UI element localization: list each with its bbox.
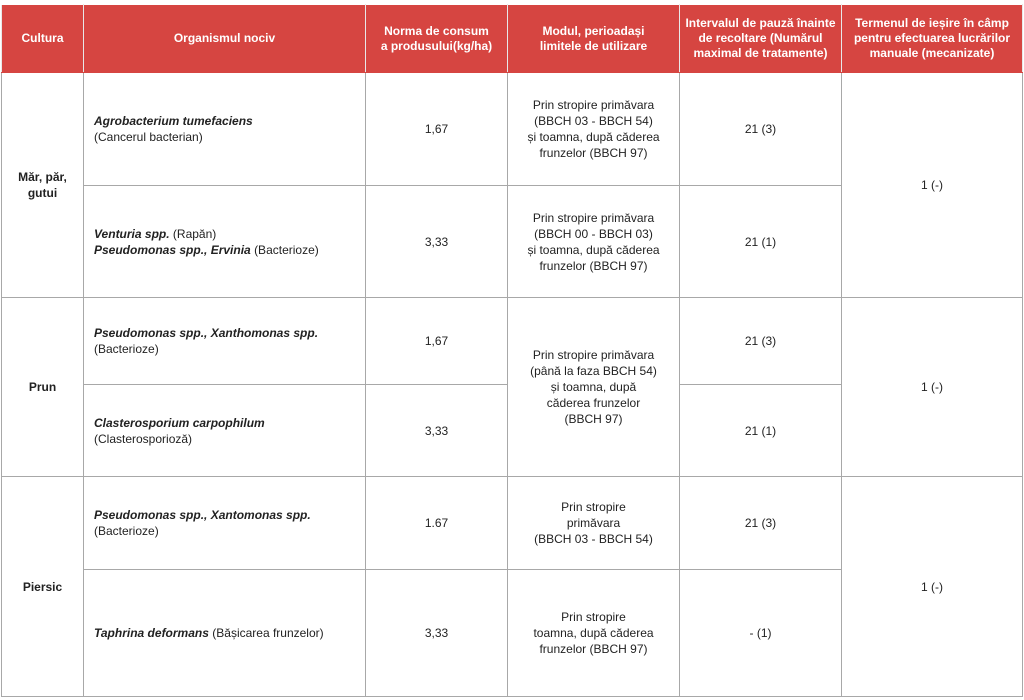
- norma-cell: 1.67: [366, 477, 508, 570]
- col-header-norma: Norma de consum a produsului(kg/ha): [366, 5, 508, 73]
- organism-cell: Pseudomonas spp., Xantomonas spp. (Bacterioze): [84, 477, 366, 570]
- organism-cell: Pseudomonas spp., Xanthomonas spp. (Bacterioze): [84, 298, 366, 385]
- norma-cell: 3,33: [366, 186, 508, 298]
- interval-cell: 21 (3): [680, 298, 842, 385]
- header-row: [2, 5, 1023, 73]
- norma-cell: 1,67: [366, 298, 508, 385]
- mode-cell: Prin stropire primăvara (BBCH 00 - BBCH 03) și toamna, după căderea frunzelor (BBCH 97): [508, 186, 680, 298]
- mode-cell: Prin stropire primăvara (BBCH 03 - BBCH 54) și toamna, după căderea frunzelor (BBCH 97): [508, 73, 680, 186]
- culture-cell: Măr, păr, gutui: [2, 73, 84, 298]
- col-header-cultura: Cultura: [2, 5, 84, 73]
- interval-cell: 21 (3): [680, 73, 842, 186]
- col-header-organism: Organismul nociv: [84, 5, 366, 73]
- col-header-interval: Intervalul de pauză înainte de recoltare (Numărul maximal de tratamente): [680, 5, 842, 73]
- pesticide-usage-table: [1, 4, 1023, 697]
- col-header-modul: Modul, perioadași limitele de utilizare: [508, 5, 680, 73]
- organism-cell: Taphrina deformans (Bășicarea frunzelor): [84, 570, 366, 697]
- organism-cell: Agrobacterium tumefaciens (Cancerul bacterian): [84, 73, 366, 186]
- table-row: [2, 298, 1023, 385]
- norma-cell: 1,67: [366, 73, 508, 186]
- interval-cell: 21 (1): [680, 186, 842, 298]
- norma-cell: 3,33: [366, 385, 508, 477]
- organism-cell: Venturia spp. (Rapăn) Pseudomonas spp., Ervinia (Bacterioze): [84, 186, 366, 298]
- col-header-termen: Termenul de ieșire în câmp pentru efectuarea lucrărilor manuale (mecanizate): [842, 5, 1023, 73]
- culture-cell: Prun: [2, 298, 84, 477]
- table-row: [2, 73, 1023, 186]
- organism-cell: Clasterosporium carpophilum (Clasterosporioză): [84, 385, 366, 477]
- interval-cell: - (1): [680, 570, 842, 697]
- mode-cell: Prin stropire toamna, după căderea frunzelor (BBCH 97): [508, 570, 680, 697]
- norma-cell: 3,33: [366, 570, 508, 697]
- termen-cell: 1 (-): [842, 477, 1023, 697]
- mode-cell: Prin stropire primăvara (BBCH 03 - BBCH 54): [508, 477, 680, 570]
- interval-cell: 21 (1): [680, 385, 842, 477]
- culture-cell: Piersic: [2, 477, 84, 697]
- table-row: [2, 477, 1023, 570]
- interval-cell: 21 (3): [680, 477, 842, 570]
- termen-cell: 1 (-): [842, 73, 1023, 298]
- termen-cell: 1 (-): [842, 298, 1023, 477]
- mode-cell: Prin stropire primăvara (până la faza BBCH 54) și toamna, după căderea frunzelor (BBCH 97): [508, 298, 680, 477]
